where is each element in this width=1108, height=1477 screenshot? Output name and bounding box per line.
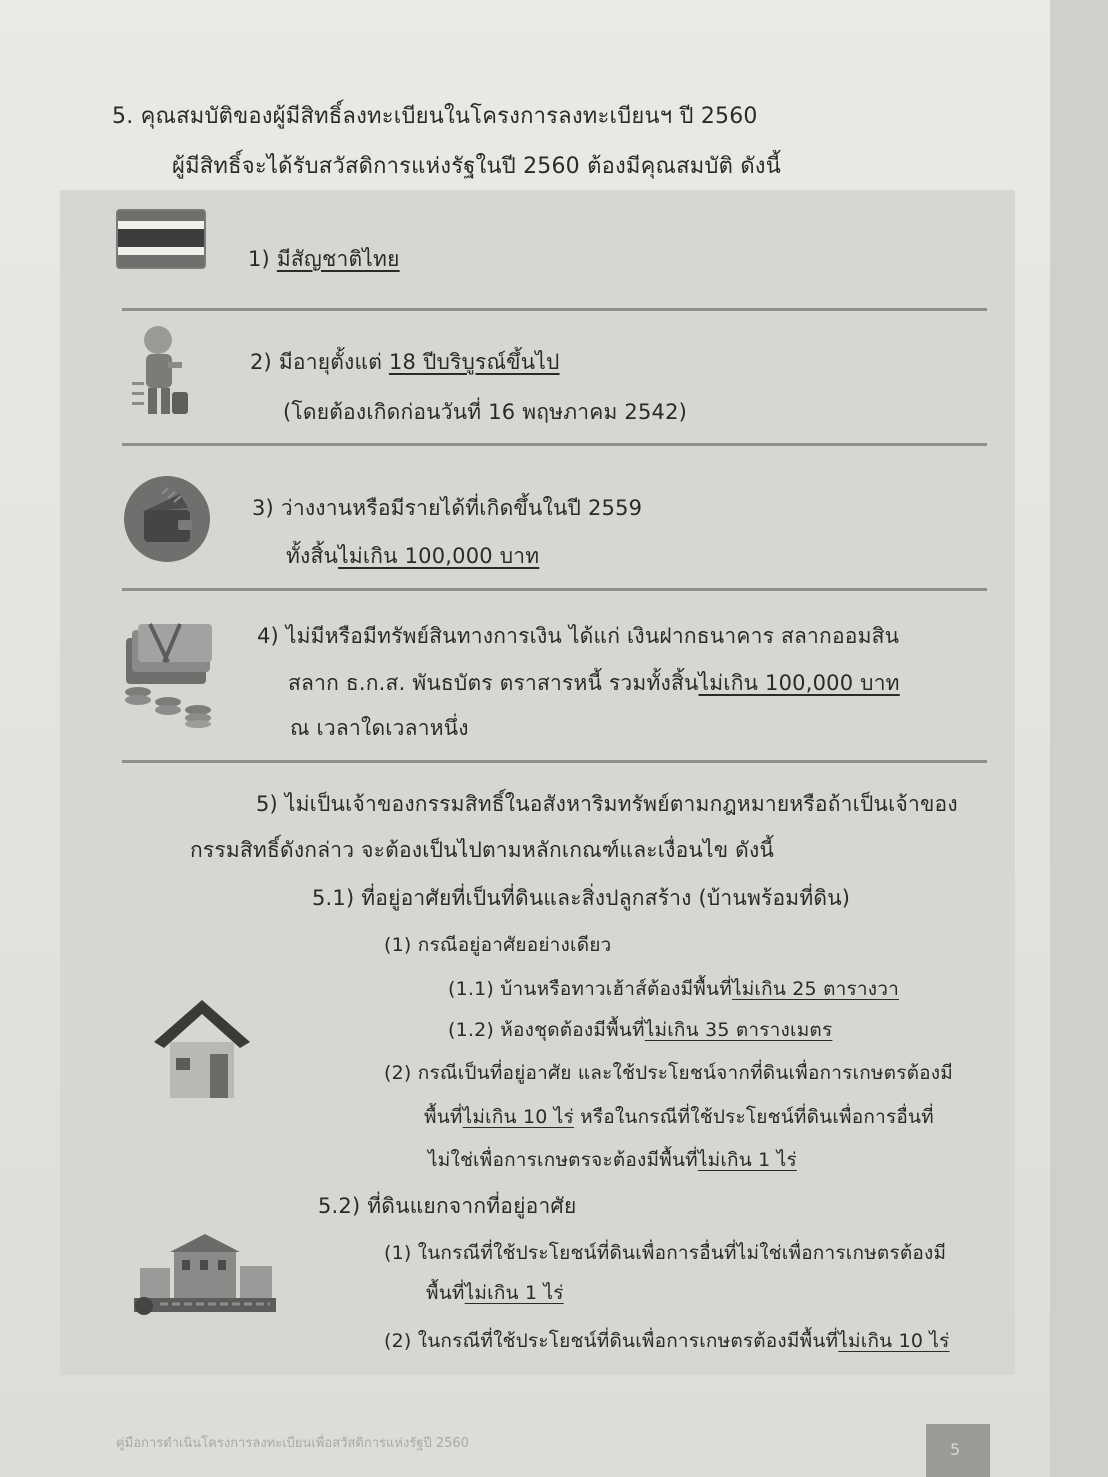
subsection-5-1-2-line3-underlined: ไม่เกิน 1 ไร่ xyxy=(697,1149,797,1171)
item-2-underlined: 18 ปีบริบูรณ์ขึ้นไป xyxy=(388,350,560,374)
item-4-text: ไม่มีหรือมีทรัพย์สินทางการเงิน ได้แก่ เงินฝากธนาคาร สลากออมสิน xyxy=(285,624,900,648)
item-4 xyxy=(257,620,899,653)
section-heading: 5. คุณสมบัติของผู้มีสิทธิ์ลงทะเบียนในโครงการลงทะเบียนฯ ปี 2560 xyxy=(112,104,758,129)
subsection-5-1-1: (1) กรณีอยู่อาศัยอย่างเดียว xyxy=(384,934,612,956)
item-3-text: ว่างงานหรือมีรายได้ที่เกิดขึ้นในปี 2559 xyxy=(280,496,643,520)
item-2 xyxy=(250,346,560,379)
subsection-5-1-2-line2-rest: หรือในกรณีที่ใช้ประโยชน์ที่ดินเพื่อการอื่นที่ xyxy=(573,1106,934,1128)
subsection-5-2-1-line2 xyxy=(426,1278,564,1308)
divider xyxy=(122,443,987,446)
subsection-5-1-2-line3 xyxy=(428,1145,797,1175)
divider xyxy=(122,588,987,591)
footer-text: คู่มือการดำเนินโครงการลงทะเบียนเพื่อสวัสดิการแห่งรัฐปี 2560 xyxy=(116,1436,469,1451)
subsection-5-2-1-line2-underlined: ไม่เกิน 1 ไร่ xyxy=(464,1282,564,1304)
item-3-underlined: ไม่เกิน 100,000 บาท xyxy=(338,544,540,568)
item-5-line2: กรรมสิทธิ์ดังกล่าว จะต้องเป็นไปตามหลักเกณฑ์และเงื่อนไข ดังนี้ xyxy=(190,838,774,862)
page-number: 5 xyxy=(950,1440,961,1459)
subsection-5-2: 5.2) ที่ดินแยกจากที่อยู่อาศัย xyxy=(318,1194,577,1218)
item-1-number: 1) xyxy=(248,247,270,271)
item-3-line2-text: ทั้งสิ้น xyxy=(286,544,339,568)
thai-flag-icon xyxy=(115,208,207,270)
subsection-5-2-2-underlined: ไม่เกิน 10 ไร่ xyxy=(838,1330,950,1352)
item-4-line2 xyxy=(288,667,900,700)
item-4-line2-text: สลาก ธ.ก.ส. พันธบัตร ตราสารหนี้ รวมทั้งสิ้น xyxy=(288,671,699,695)
item-1 xyxy=(248,243,400,276)
subsection-5-1-1-1-text: (1.1) บ้านหรือทาวเฮ้าส์ต้องมีพื้นที่ xyxy=(448,978,732,1000)
subsection-5-2-1-line2-text: พื้นที่ xyxy=(426,1282,465,1304)
subsection-5-1-1-2-underlined: ไม่เกิน 35 ตารางเมตร xyxy=(644,1019,833,1041)
subsection-5-1-2-line2 xyxy=(424,1102,934,1132)
elderly-person-icon xyxy=(128,322,196,420)
subsection-5-1-2-line2-underlined: ไม่เกิน 10 ไร่ xyxy=(462,1106,574,1128)
wallet-coin-icon xyxy=(122,474,212,564)
section-subheading: ผู้มีสิทธิ์จะได้รับสวัสดิการแห่งรัฐในปี 2560 ต้องมีคุณสมบัติ ดังนี้ xyxy=(172,154,781,179)
item-4-number: 4) xyxy=(257,624,279,648)
item-4-line3: ณ เวลาใดเวลาหนึ่ง xyxy=(290,716,469,740)
item-3 xyxy=(252,492,642,525)
money-stack-icon xyxy=(120,620,220,728)
divider xyxy=(122,760,987,763)
subsection-5-1-1-2 xyxy=(448,1015,832,1045)
subsection-5-1-2-line3-text: ไม่ใช่เพื่อการเกษตรจะต้องมีพื้นที่ xyxy=(428,1149,698,1171)
item-3-number: 3) xyxy=(252,496,274,520)
item-1-text: มีสัญชาติไทย xyxy=(276,247,400,271)
land-buildings-icon xyxy=(130,1228,280,1322)
item-2-text: มีอายุตั้งแต่ xyxy=(278,350,389,374)
subsection-5-1: 5.1) ที่อยู่อาศัยที่เป็นที่ดินและสิ่งปลูกสร้าง (บ้านพร้อมที่ดิน) xyxy=(312,886,851,910)
item-5-line1: 5) ไม่เป็นเจ้าของกรรมสิทธิ์ในอสังหาริมทรัพย์ตามกฎหมายหรือถ้าเป็นเจ้าของ xyxy=(256,792,958,816)
item-4-underlined: ไม่เกิน 100,000 บาท xyxy=(698,671,900,695)
subsection-5-1-2-line1: (2) กรณีเป็นที่อยู่อาศัย และใช้ประโยชน์จากที่ดินเพื่อการเกษตรต้องมี xyxy=(384,1062,953,1084)
subsection-5-2-2 xyxy=(384,1326,950,1356)
item-2-note: (โดยต้องเกิดก่อนวันที่ 16 พฤษภาคม 2542) xyxy=(283,400,688,424)
divider xyxy=(122,308,987,311)
house-icon xyxy=(146,992,258,1102)
subsection-5-2-1-line1: (1) ในกรณีที่ใช้ประโยชน์ที่ดินเพื่อการอื่นที่ไม่ใช่เพื่อการเกษตรต้องมี xyxy=(384,1242,947,1264)
item-2-number: 2) xyxy=(250,350,272,374)
subsection-5-1-1-2-text: (1.2) ห้องชุดต้องมีพื้นที่ xyxy=(448,1019,645,1041)
subsection-5-1-2-line2-text: พื้นที่ xyxy=(424,1106,463,1128)
subsection-5-1-1-1 xyxy=(448,974,899,1004)
subsection-5-2-2-text: (2) ในกรณีที่ใช้ประโยชน์ที่ดินเพื่อการเกษตรต้องมีพื้นที่ xyxy=(384,1330,839,1352)
item-3-line2 xyxy=(286,540,539,573)
subsection-5-1-1-1-underlined: ไม่เกิน 25 ตารางวา xyxy=(731,978,899,1000)
